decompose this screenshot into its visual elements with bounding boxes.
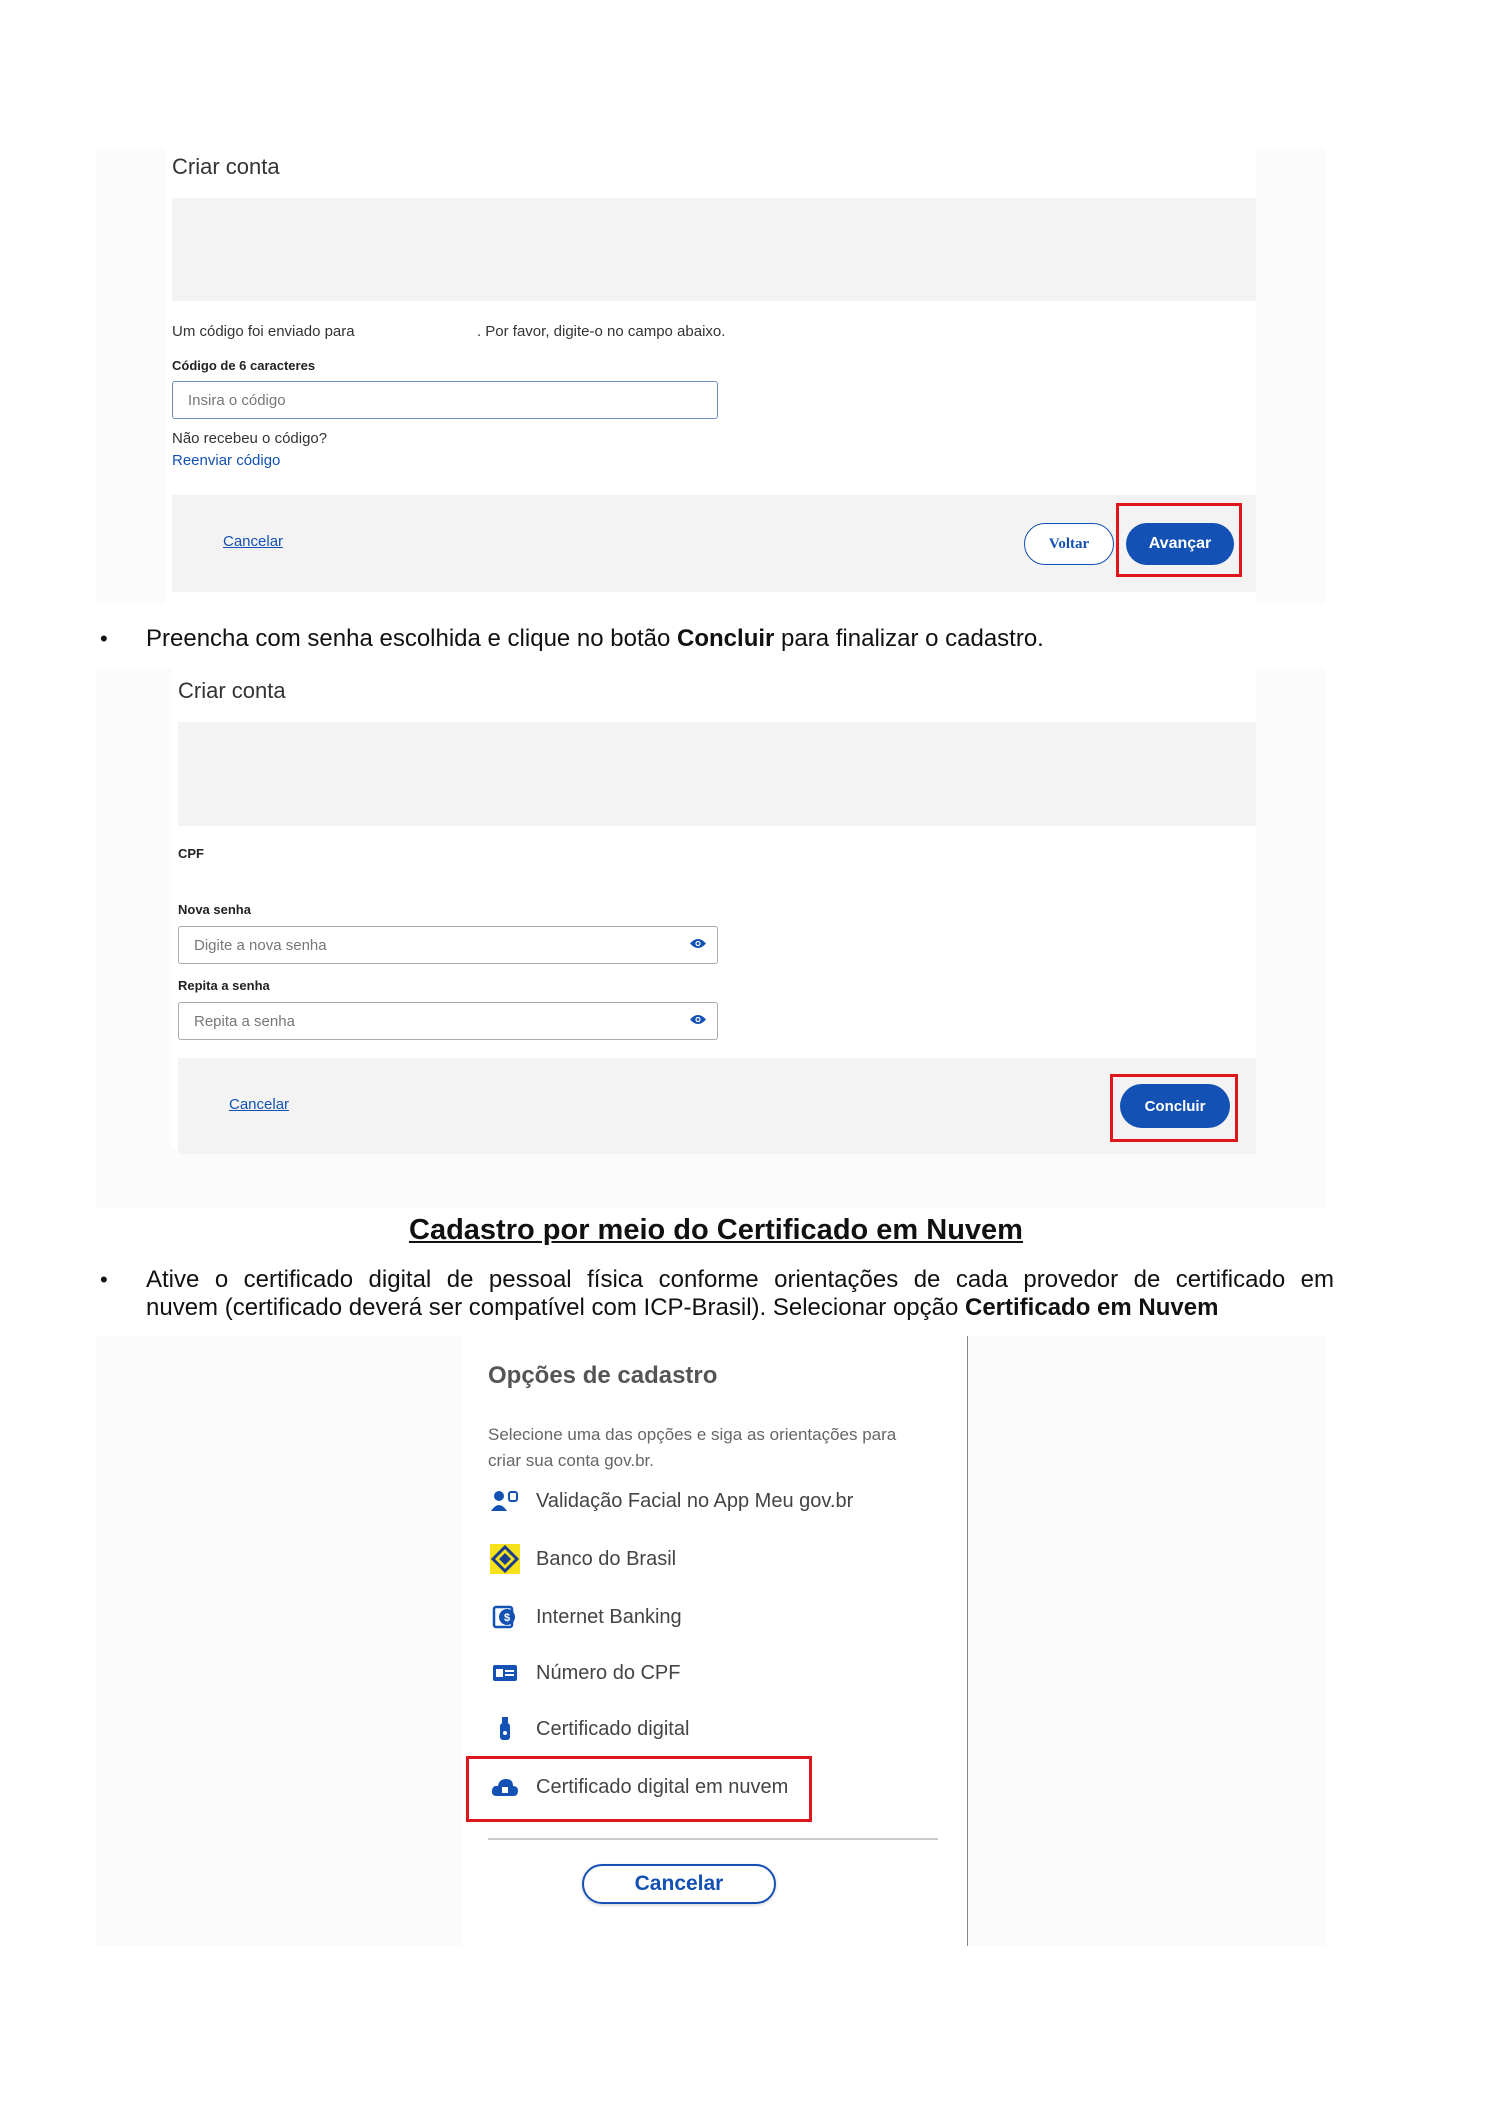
bullet: • — [100, 626, 108, 651]
instruction-cloud-line1 — [146, 1266, 1334, 1294]
instruction-finish-end: para finalizar o cadastro. — [774, 625, 1044, 652]
cpf-label: CPF — [178, 846, 204, 861]
instruction-cloud-bold: Certificado em Nuvem — [965, 1294, 1219, 1321]
action-bar — [172, 495, 1256, 592]
new-password-input[interactable] — [178, 926, 718, 964]
code-sent-message — [172, 323, 725, 340]
eye-icon[interactable] — [689, 1013, 707, 1030]
resend-code-link[interactable]: Reenviar código — [172, 452, 281, 469]
svg-text:$: $ — [503, 1612, 511, 1624]
not-received-text: Não recebeu o código? — [172, 430, 328, 447]
description-line-1: Selecione uma das opções e siga as orientações para — [488, 1425, 897, 1444]
code-sent-text-end: . Por favor, digite-o no campo abaixo. — [476, 323, 726, 340]
page-title: Criar conta — [172, 154, 280, 179]
new-password-label: Nova senha — [178, 902, 251, 917]
option-label: Validação Facial no App Meu gov.br — [536, 1489, 854, 1512]
repeat-password-label: Repita a senha — [178, 978, 270, 993]
instruction-cloud-text-2: nuvem (certificado deverá ser compatível com ICP-Brasil). Selecionar opção — [146, 1294, 965, 1321]
banco-do-brasil-icon — [488, 1544, 522, 1574]
instruction-finish — [146, 625, 1044, 653]
action-bar — [178, 1058, 1256, 1154]
eye-icon[interactable] — [689, 937, 707, 954]
internet-banking-icon — [488, 1602, 522, 1632]
code-verification-panel — [166, 148, 1256, 604]
code-input-placeholder: Insira o código — [188, 391, 286, 409]
instruction-cloud-text-1: Ative o certificado digital de pessoal física conforme orientações de cada provedor de certificado em — [146, 1266, 1334, 1293]
repeat-password-placeholder: Repita a senha — [194, 1012, 295, 1030]
cancel-link[interactable]: Cancelar — [229, 1096, 290, 1113]
cpf-card-icon — [488, 1658, 522, 1688]
option-label: Internet Banking — [536, 1605, 682, 1628]
password-panel — [172, 668, 1256, 1148]
option-digital-certificate[interactable] — [488, 1714, 689, 1744]
code-sent-text-start: Um código foi enviado para — [172, 323, 355, 340]
back-button[interactable]: Voltar — [1024, 523, 1114, 565]
option-banco-do-brasil[interactable] — [488, 1544, 676, 1574]
instruction-finish-bold: Concluir — [677, 625, 775, 652]
screenshot-registration-options — [96, 1336, 1326, 1946]
instruction-finish-start: Preencha com senha escolhida e clique no botão — [146, 625, 678, 652]
option-cloud-certificate[interactable] — [488, 1772, 788, 1802]
usb-token-icon — [488, 1714, 522, 1744]
section-heading: Cadastro por meio do Certificado em Nuvem — [409, 1214, 1023, 1246]
bullet: • — [100, 1267, 108, 1292]
code-input[interactable] — [172, 381, 718, 419]
option-internet-banking[interactable] — [488, 1602, 682, 1632]
options-panel — [462, 1336, 968, 1946]
panel-divider — [967, 1336, 968, 1946]
panel-description — [488, 1422, 896, 1474]
info-banner — [178, 722, 1256, 826]
page-title: Criar conta — [178, 678, 286, 703]
repeat-password-input[interactable] — [178, 1002, 718, 1040]
next-button[interactable]: Avançar — [1126, 523, 1234, 565]
description-line-2: criar sua conta gov.br. — [488, 1451, 654, 1470]
code-field-label: Código de 6 caracteres — [172, 358, 316, 373]
option-label: Certificado digital em nuvem — [536, 1775, 789, 1798]
cancel-button[interactable]: Cancelar — [582, 1864, 776, 1904]
cancel-link[interactable]: Cancelar — [223, 533, 284, 550]
option-label: Certificado digital — [536, 1717, 690, 1740]
option-label: Banco do Brasil — [536, 1547, 677, 1570]
option-facial-validation[interactable] — [488, 1486, 853, 1516]
finish-button[interactable]: Concluir — [1120, 1084, 1230, 1128]
instruction-cloud-line2 — [146, 1294, 1218, 1322]
option-cpf-number[interactable] — [488, 1658, 681, 1688]
face-id-icon — [488, 1486, 522, 1516]
option-label: Número do CPF — [536, 1661, 681, 1684]
separator-line — [488, 1838, 938, 1840]
panel-title: Opções de cadastro — [488, 1362, 718, 1389]
info-banner — [172, 198, 1256, 301]
screenshot-code-verification — [96, 148, 1326, 604]
cloud-certificate-icon — [488, 1772, 522, 1802]
new-password-placeholder: Digite a nova senha — [194, 936, 327, 954]
screenshot-password — [96, 668, 1326, 1208]
